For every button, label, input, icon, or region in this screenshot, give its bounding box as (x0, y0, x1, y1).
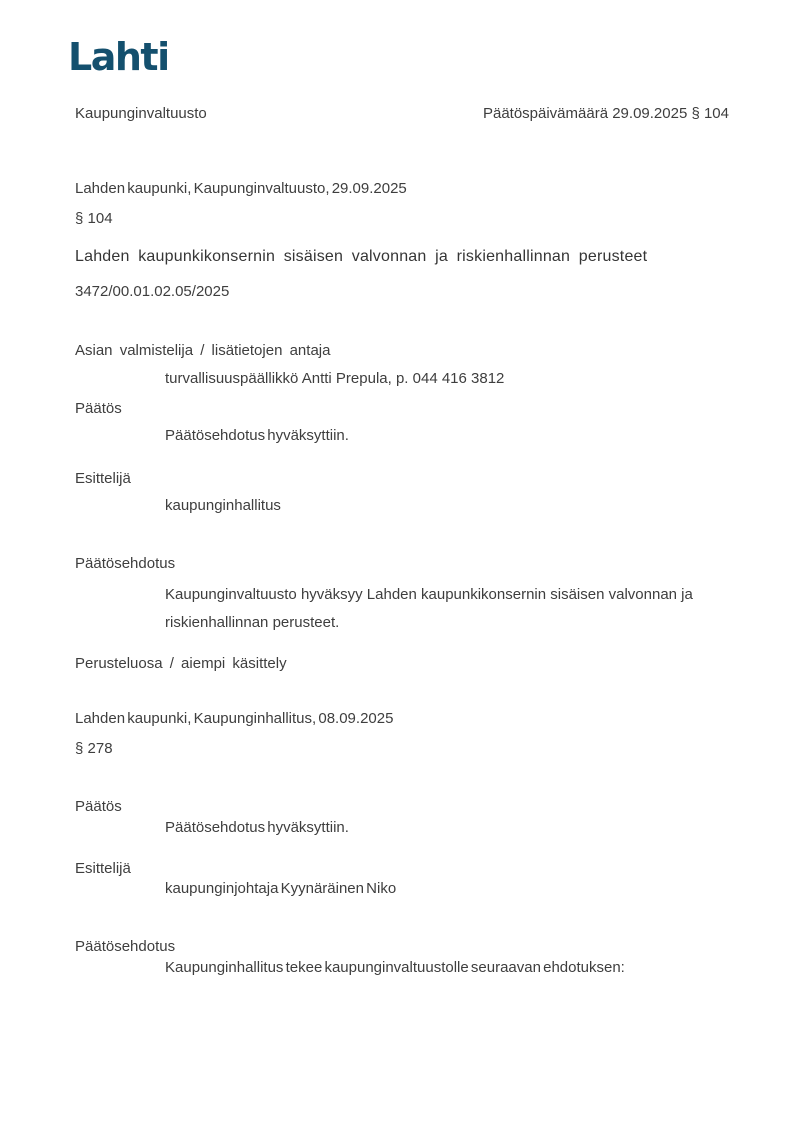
section-body-preparer: turvallisuuspäällikkö Antti Prepula, p. 044 416 3812 (165, 370, 505, 387)
case-title: Lahden kaupunkikonsernin sisäisen valvonnan ja riskienhallinnan perusteet (75, 248, 648, 265)
previous-label-proposal: Päätösehdotus (75, 938, 176, 955)
section-label-rationale: Perusteluosa / aiempi käsittely (75, 655, 287, 672)
previous-body-proposal: Kaupunginhallitus tekee kaupunginvaltuustolle seuraavan ehdotuksen: (165, 959, 625, 976)
lahti-logo: Lahti (68, 35, 169, 79)
section-label-proposal: Päätösehdotus (75, 555, 176, 572)
case-diary-number: 3472/00.01.02.05/2025 (75, 283, 230, 300)
section-label-presenter: Esittelijä (75, 470, 131, 487)
previous-org-line: Lahden kaupunki, Kaupunginhallitus, 08.09.2025 (75, 710, 394, 727)
previous-body-decision: Päätösehdotus hyväksyttiin. (165, 819, 349, 836)
section-body-proposal: Kaupunginvaltuusto hyväksyy Lahden kaupunkikonsernin sisäisen valvonnan ja riskienhallinnan perusteet. (165, 586, 693, 631)
section-label-preparer: Asian valmistelija / lisätietojen antaja (75, 342, 331, 359)
previous-label-decision: Päätös (75, 798, 122, 815)
previous-section-number: § 278 (75, 740, 113, 757)
header-org-name: Kaupunginvaltuusto (75, 105, 207, 122)
section-label-decision: Päätös (75, 400, 122, 417)
case-section-number: § 104 (75, 210, 113, 227)
section-body-presenter: kaupunginhallitus (165, 497, 281, 514)
header-decision-date: Päätöspäivämäärä 29.09.2025 § 104 (482, 105, 729, 122)
previous-label-presenter: Esittelijä (75, 860, 131, 877)
previous-body-presenter: kaupunginjohtaja Kyynäräinen Niko (165, 880, 397, 897)
case-org-line: Lahden kaupunki, Kaupunginvaltuusto, 29.09.2025 (75, 180, 407, 197)
section-body-decision: Päätösehdotus hyväksyttiin. (165, 427, 349, 444)
